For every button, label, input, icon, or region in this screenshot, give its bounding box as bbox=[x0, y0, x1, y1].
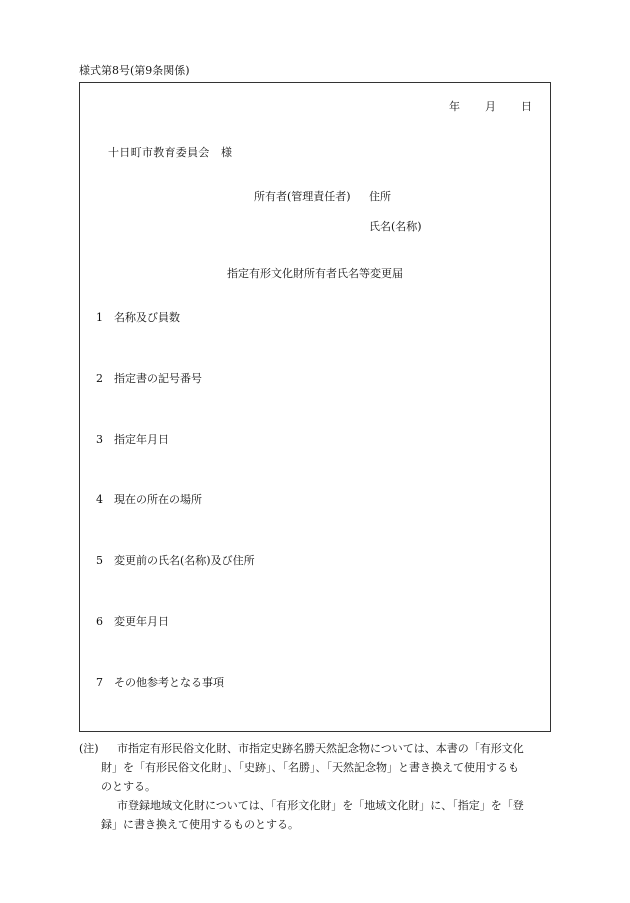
item-label: 名称及び員数 bbox=[114, 311, 180, 324]
form-title: 指定有形文化財所有者氏名等変更届 bbox=[227, 267, 403, 280]
item-label: 現在の所在の場所 bbox=[114, 493, 202, 506]
date-day: 日 bbox=[521, 100, 532, 113]
note-line bbox=[79, 739, 551, 758]
addressee: 十日町市教育委員会 様 bbox=[108, 146, 233, 159]
item-number: 6 bbox=[96, 615, 103, 628]
item-number: 5 bbox=[96, 554, 103, 567]
item-7 bbox=[96, 676, 224, 689]
item-label: 指定年月日 bbox=[114, 433, 169, 446]
date-line bbox=[424, 100, 532, 113]
item-label: その他参考となる事項 bbox=[114, 676, 224, 689]
item-6 bbox=[96, 615, 169, 628]
item-label: 指定書の記号番号 bbox=[114, 372, 202, 385]
item-1 bbox=[96, 311, 180, 324]
item-2 bbox=[96, 372, 202, 385]
notes bbox=[79, 739, 551, 834]
owner-address-label: 住所 bbox=[369, 190, 391, 203]
item-label: 変更前の氏名(名称)及び住所 bbox=[114, 554, 255, 567]
note-line bbox=[79, 777, 551, 796]
date-month: 月 bbox=[485, 100, 496, 113]
item-number: 4 bbox=[96, 493, 103, 506]
note-line bbox=[79, 796, 551, 815]
item-number: 2 bbox=[96, 372, 103, 385]
item-4 bbox=[96, 493, 202, 506]
note-text: 市指定有形民俗文化財、市指定史跡名勝天然記念物については、本書の「有形文化 bbox=[117, 742, 524, 755]
form-number-label: 様式第8号(第9条関係) bbox=[79, 64, 190, 77]
item-number: 1 bbox=[96, 311, 103, 324]
item-5 bbox=[96, 554, 255, 567]
note-line bbox=[79, 815, 551, 834]
item-number: 7 bbox=[96, 676, 103, 689]
note-line bbox=[79, 758, 551, 777]
owner-name-label: 氏名(名称) bbox=[369, 220, 422, 233]
item-3 bbox=[96, 433, 169, 446]
note-text: 録」に書き換えて使用するものとする。 bbox=[101, 818, 299, 831]
note-text: 財」を「有形民俗文化財」、「史跡」、「名勝」、「天然記念物」と書き換えて使用するも bbox=[101, 761, 519, 774]
note-text: 市登録地域文化財については、「有形文化財」を「地域文化財」に、「指定」を「登 bbox=[117, 799, 524, 812]
form-frame bbox=[79, 82, 551, 732]
date-year: 年 bbox=[449, 100, 460, 113]
item-label: 変更年月日 bbox=[114, 615, 169, 628]
note-prefix: (注) bbox=[79, 742, 99, 755]
owner-label: 所有者(管理責任者) bbox=[254, 190, 351, 203]
item-number: 3 bbox=[96, 433, 103, 446]
note-text: のとする。 bbox=[101, 780, 156, 793]
